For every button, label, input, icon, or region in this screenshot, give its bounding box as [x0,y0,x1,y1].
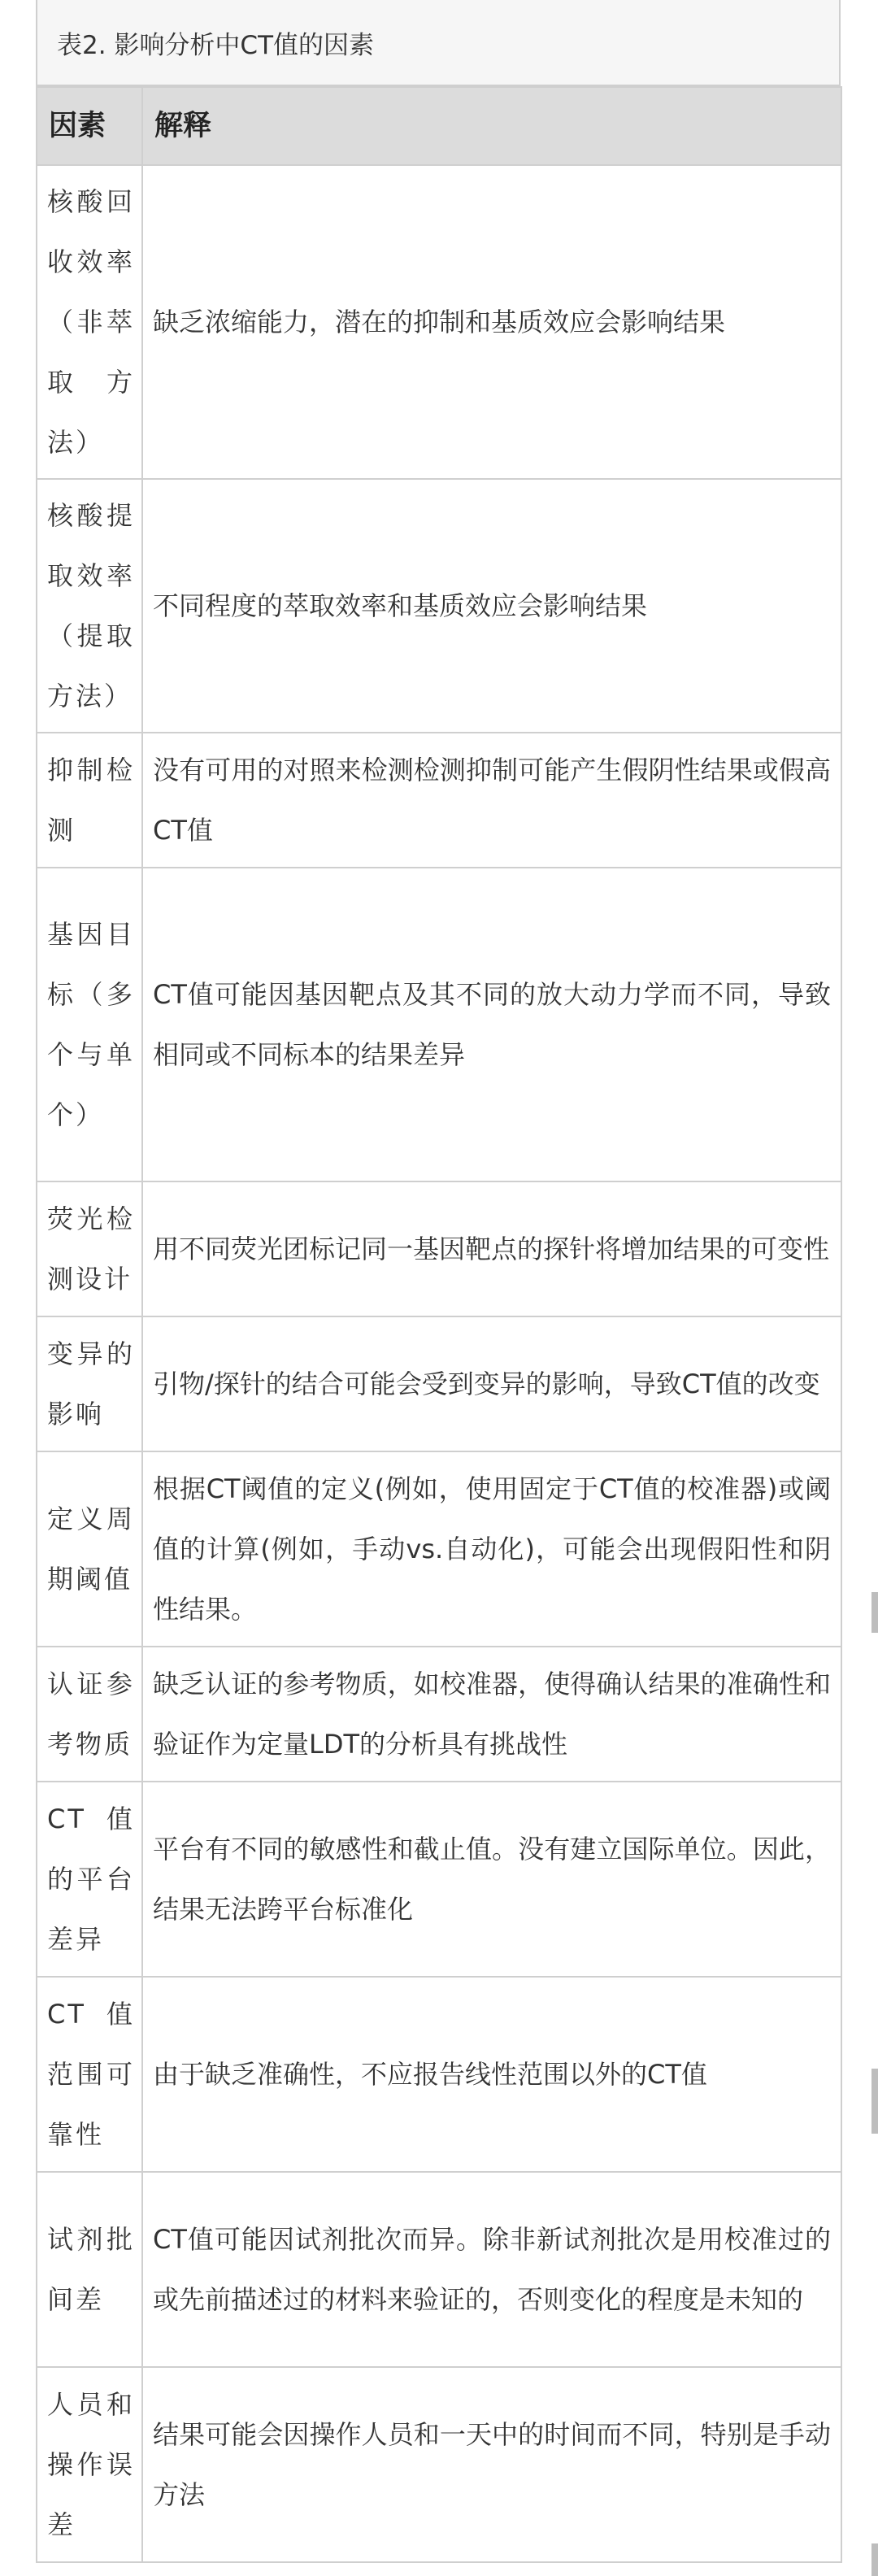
row-factor: 基因目标（多个与单个） [37,868,142,1181]
header-factor: 因素 [37,87,142,165]
row-factor: CT 值范围可靠性 [37,1977,142,2172]
row-explanation: 由于缺乏准确性，不应报告线性范围以外的CT值 [142,1977,841,2172]
row-factor: 抑制检测 [37,733,142,868]
row-explanation: 没有可用的对照来检测检测抑制可能产生假阴性结果或假高CT值 [142,733,841,868]
row-explanation: CT值可能因试剂批次而异。除非新试剂批次是用校准过的或先前描述过的材料来验证的，否则变化的程度是未知的 [142,2172,841,2367]
table-row [37,1782,841,1977]
factors-table [36,86,842,2563]
row-explanation: 平台有不同的敏感性和截止值。没有建立国际单位。因此，结果无法跨平台标准化 [142,1782,841,1977]
row-explanation: 缺乏认证的参考物质，如校准器，使得确认结果的准确性和验证作为定量LDT的分析具有挑战性 [142,1647,841,1782]
row-explanation: 不同程度的萃取效率和基质效应会影响结果 [142,479,841,733]
row-factor: 试剂批间差 [37,2172,142,2367]
row-factor: 核酸提取效率（提取方法） [37,479,142,733]
row-explanation: CT值可能因基因靶点及其不同的放大动力学而不同，导致相同或不同标本的结果差异 [142,868,841,1181]
row-factor: 变异的影响 [37,1316,142,1451]
row-factor: CT 值的平台差异 [37,1782,142,1977]
row-factor: 荧光检测设计 [37,1181,142,1316]
row-explanation: 用不同荧光团标记同一基因靶点的探针将增加结果的可变性 [142,1181,841,1316]
row-explanation: 根据CT阈值的定义(例如，使用固定于CT值的校准器)或阈值的计算(例如，手动vs.自动化)，可能会出现假阳性和阴性结果。 [142,1451,841,1647]
table-row [37,1451,841,1647]
header-explanation: 解释 [142,87,841,165]
row-factor: 核酸回收效率（非萃取方法） [37,165,142,479]
table-row [37,2367,841,2562]
table-row [37,1977,841,2172]
row-factor: 人员和操作误差 [37,2367,142,2562]
table-row [37,1181,841,1316]
row-explanation: 结果可能会因操作人员和一天中的时间而不同，特别是手动方法 [142,2367,841,2562]
horizontal-scroll-indicator[interactable] [871,2069,878,2134]
table-row [37,733,841,868]
table-row [37,165,841,479]
row-factor: 认证参考物质 [37,1647,142,1782]
horizontal-scroll-indicator[interactable] [871,2543,878,2576]
table-row [37,2172,841,2367]
row-explanation: 引物/探针的结合可能会受到变异的影响，导致CT值的改变 [142,1316,841,1451]
table-header-row [37,87,841,165]
table-row [37,1647,841,1782]
table-row [37,479,841,733]
table-row [37,1316,841,1451]
factors-table-container [36,0,841,2563]
row-explanation: 缺乏浓缩能力，潜在的抑制和基质效应会影响结果 [142,165,841,479]
table-row [37,868,841,1181]
row-factor: 定义周期阈值 [37,1451,142,1647]
table-caption: 表2. 影响分析中CT值的因素 [36,0,841,86]
horizontal-scroll-indicator[interactable] [871,1592,878,1633]
